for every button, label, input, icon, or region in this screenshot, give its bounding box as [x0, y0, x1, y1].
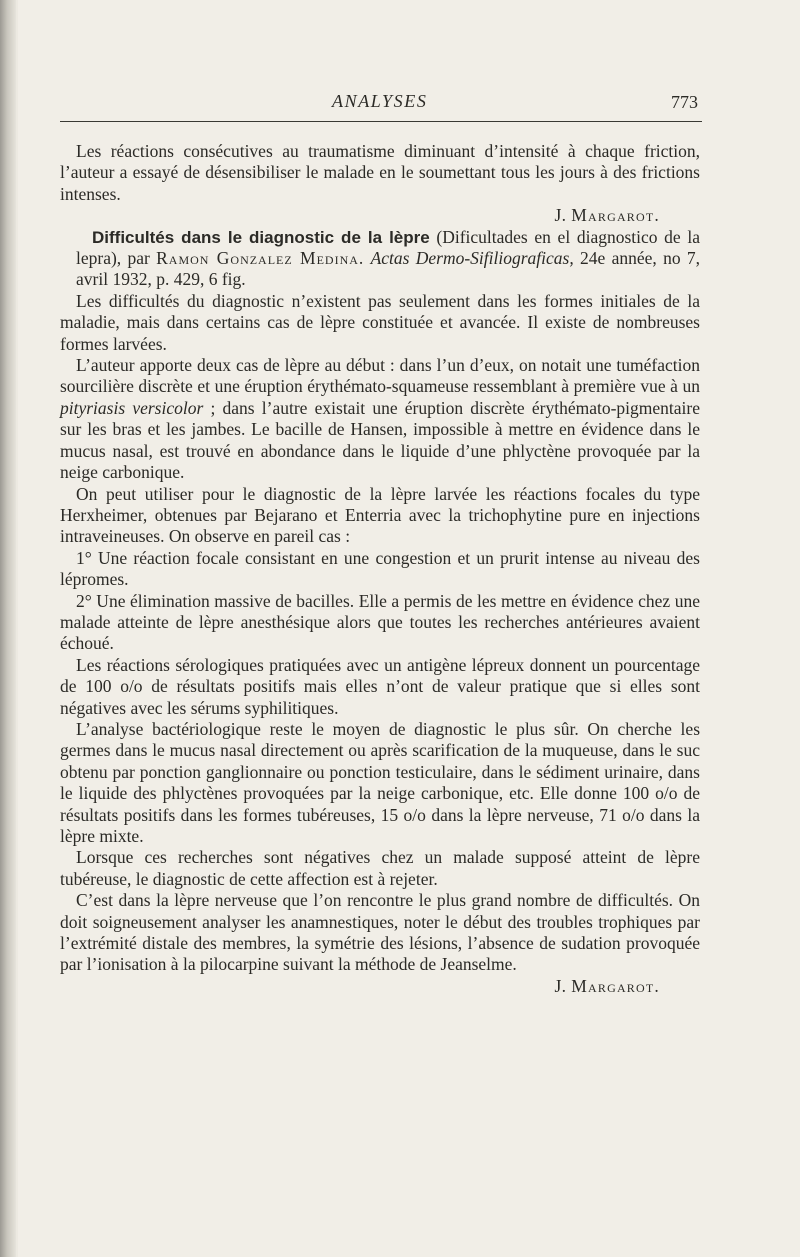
paragraph-2-italic-term: pityriasis versicolor — [60, 397, 204, 418]
article-paragraph-2 — [60, 355, 700, 483]
running-title: ANALYSES — [332, 91, 428, 111]
article-paragraph-7: L’analyse bactériologique reste le moyen de diagnostic le plus sûr. On cherche les germes dans le mucus nasal directement ou après scarification de la muqueuse, dans le suc obtenu par ponction ganglionnaire ou ponction testiculaire, dans le sédiment urinaire, dans le liquide des phlyctènes provoquées par la neige carbonique, etc. Elle donne 100 o/o de résultats positifs dans les formes tubéreuses, 15 o/o dans la lèpre nerveuse, 71 o/o dans la lèpre mixte. — [60, 718, 700, 846]
article-citation: 24e année, no 7, avril 1932, p. 429, 6 fig. — [76, 248, 700, 290]
text-block — [60, 141, 700, 997]
signature-name: Margarot. — [571, 975, 660, 996]
article-paragraph-4: 1° Une réaction focale consistant en une congestion et un prurit intense au niveau des lépromes. — [60, 547, 700, 590]
article-paragraph-1: Les difficultés du diagnostic n’existent pas seulement dans les formes initiales de la maladie, mais dans certains cas de lèpre constituée et avancée. Il existe de nombreuses formes larvées. — [60, 290, 700, 354]
article-paragraph-3: On peut utiliser pour le diagnostic de la lèpre larvée les réactions focales du type Herxheimer, obtenues par Bejarano et Enterria avec la trichophytine pure en injections intraveineuses. On observe en pareil cas : — [60, 483, 700, 547]
article-paragraph-5: 2° Une élimination massive de bacilles. Elle a permis de les mettre en évidence chez une malade atteinte de lèpre anesthésique alors que toutes les recherches antérieures avaient échoué. — [60, 590, 700, 654]
continued-signature — [60, 205, 700, 226]
page-number: 773 — [671, 92, 698, 112]
article-journal: Actas Dermo-Sifiliograficas, — [370, 248, 574, 269]
article-paragraph-8: Lorsque ces recherches sont négatives chez un malade supposé atteint de lèpre tubéreuse, le diagnostic de cette affection est à rejeter. — [60, 847, 700, 889]
article-title: Difficultés dans le diagnostic de la lèpre — [92, 227, 430, 247]
article-author: Ramon Gonzalez Medina. — [156, 248, 365, 269]
article-paragraph-6: Les réactions sérologiques pratiquées avec un antigène lépreux donnent un pourcentage de 100 o/o de résultats positifs mais elles n’ont de valeur pratique que si elles sont négatives avec les sérums syphilitiques. — [60, 654, 700, 718]
signature-initial: J. — [554, 205, 567, 226]
article-heading — [60, 227, 700, 291]
running-head — [60, 91, 702, 122]
binding-edge — [0, 0, 16, 1257]
paragraph-2-text-a: L’auteur apporte deux cas de lèpre au début : dans l’un d’eux, on notait une tuméfaction sourcilière discrète et une éruption érythémato-squameuse ressemblant à première vue à un — [60, 355, 700, 397]
article-signature — [60, 976, 700, 997]
paragraph-2-text-b: ; dans l’autre existait une éruption discrète érythémato-pigmentaire sur les bras et les jambes. Le bacille de Hansen, impossible à mettre en évidence dans le mucus nasal, est trouvé en abondance dans le liquide d’une phlyctène provoquée par la neige carbonique. — [60, 397, 701, 483]
book-page — [18, 0, 800, 1257]
continued-paragraph: Les réactions consécutives au traumatisme diminuant d’intensité à chaque friction, l’auteur a essayé de désensibiliser le malade en le soumettant tous les jours à des frictions intenses. — [60, 141, 700, 204]
signature-name: Margarot. — [571, 205, 660, 226]
article-paragraph-9: C’est dans la lèpre nerveuse que l’on rencontre le plus grand nombre de difficultés. On doit soigneusement analyser les anamnestiques, noter le début des troubles trophiques par l’extrémité distale des membres, la symétrie des lésions, l’absence de sudation provoquée par l’ionisation à la pilocarpine suivant la méthode de Jeanselme. — [60, 890, 700, 975]
article-original-title: (Dificultades en el diagnostico de la lepra), par — [76, 226, 700, 269]
signature-initial: J. — [554, 975, 567, 996]
